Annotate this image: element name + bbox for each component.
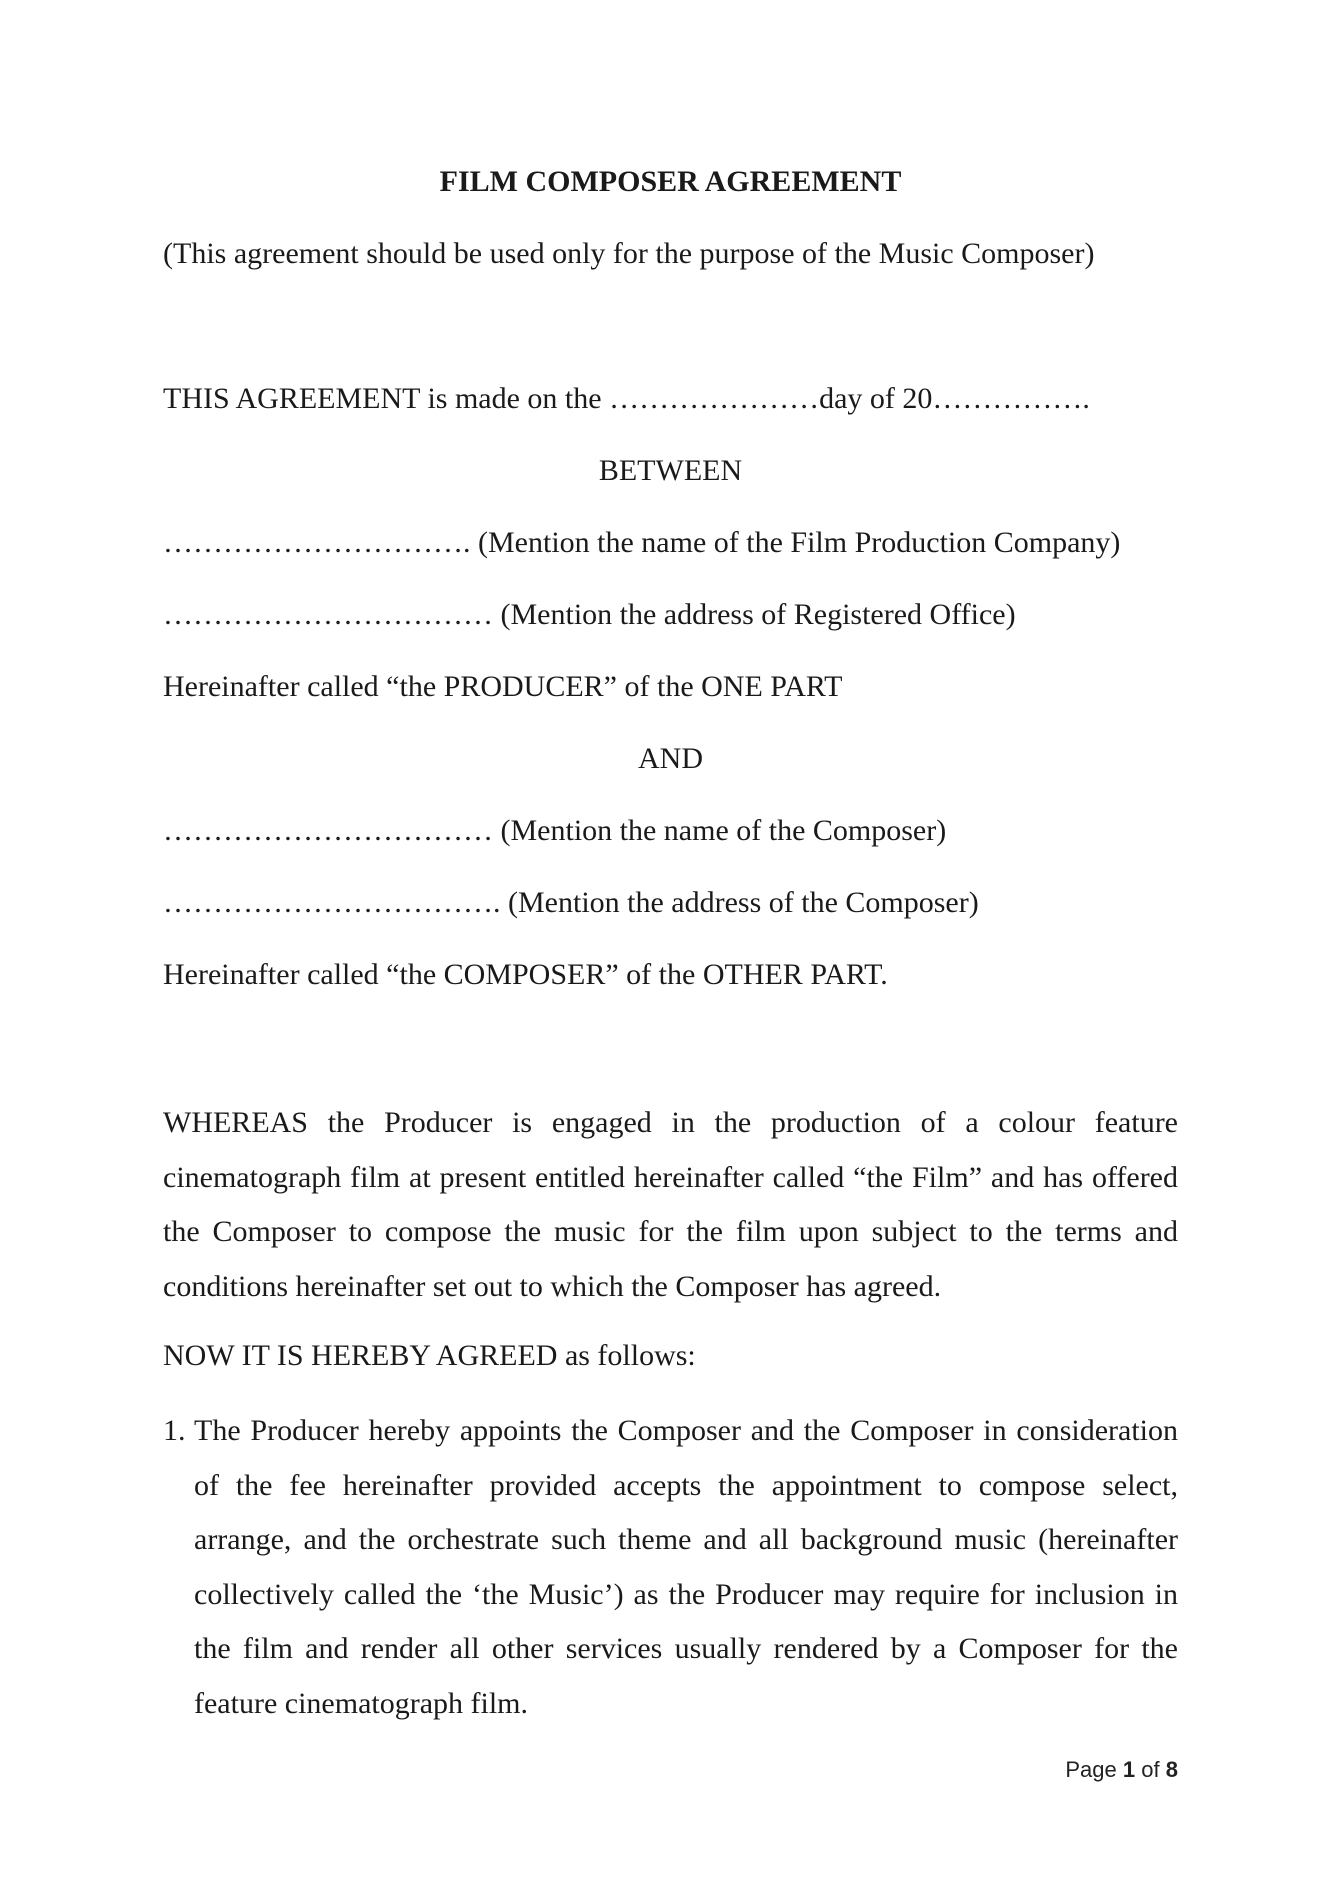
document-title: FILM COMPOSER AGREEMENT bbox=[439, 165, 902, 198]
page-current: 1 bbox=[1122, 1757, 1136, 1782]
composer-address-line: ……………………………. (Mention the address of the Composer) bbox=[163, 886, 979, 919]
clause-item bbox=[163, 1404, 1178, 1731]
now-agreed-line: NOW IT IS HEREBY AGREED as follows: bbox=[163, 1339, 696, 1372]
composer-called-line: Hereinafter called “the COMPOSER” of the OTHER PART. bbox=[163, 958, 888, 991]
whereas-paragraph: WHEREAS the Producer is engaged in the production of a colour feature cinematograph film at present entitled hereinafter called “the Film” and has offered the Composer to compose the music for the film upon subject to the terms and conditions hereinafter set out to which the Composer has agreed. bbox=[163, 1106, 1178, 1303]
and-heading: AND bbox=[638, 742, 703, 775]
composer-name-line: …………………………… (Mention the name of the Composer) bbox=[163, 814, 947, 847]
of-label: of bbox=[1141, 1757, 1160, 1782]
clause-text: The Producer hereby appoints the Composer and the Composer in consideration of the fee hereinafter provided accepts the appointment to compose select, arrange, and the orchestrate such theme and all background music (hereinafter collectively called the ‘the Music’) as the Producer may require for inclusion in the film and render all other services usually rendered by a Composer for the feature cinematograph film. bbox=[194, 1414, 1178, 1720]
page-total: 8 bbox=[1165, 1757, 1178, 1782]
page-label: Page bbox=[1065, 1757, 1117, 1782]
between-heading: BETWEEN bbox=[598, 454, 743, 487]
document-subtitle: (This agreement should be used only for the purpose of the Music Composer) bbox=[163, 237, 1095, 270]
page-footer bbox=[1065, 1757, 1178, 1783]
producer-name-line: …………………………. (Mention the name of the Film Production Company) bbox=[163, 526, 1121, 559]
producer-address-line: …………………………… (Mention the address of Registered Office) bbox=[163, 598, 1016, 631]
clause-number: 1. bbox=[163, 1414, 186, 1447]
producer-called-line: Hereinafter called “the PRODUCER” of the ONE PART bbox=[163, 670, 843, 703]
date-line: THIS AGREEMENT is made on the …………………day of 20……………. bbox=[163, 382, 1090, 415]
